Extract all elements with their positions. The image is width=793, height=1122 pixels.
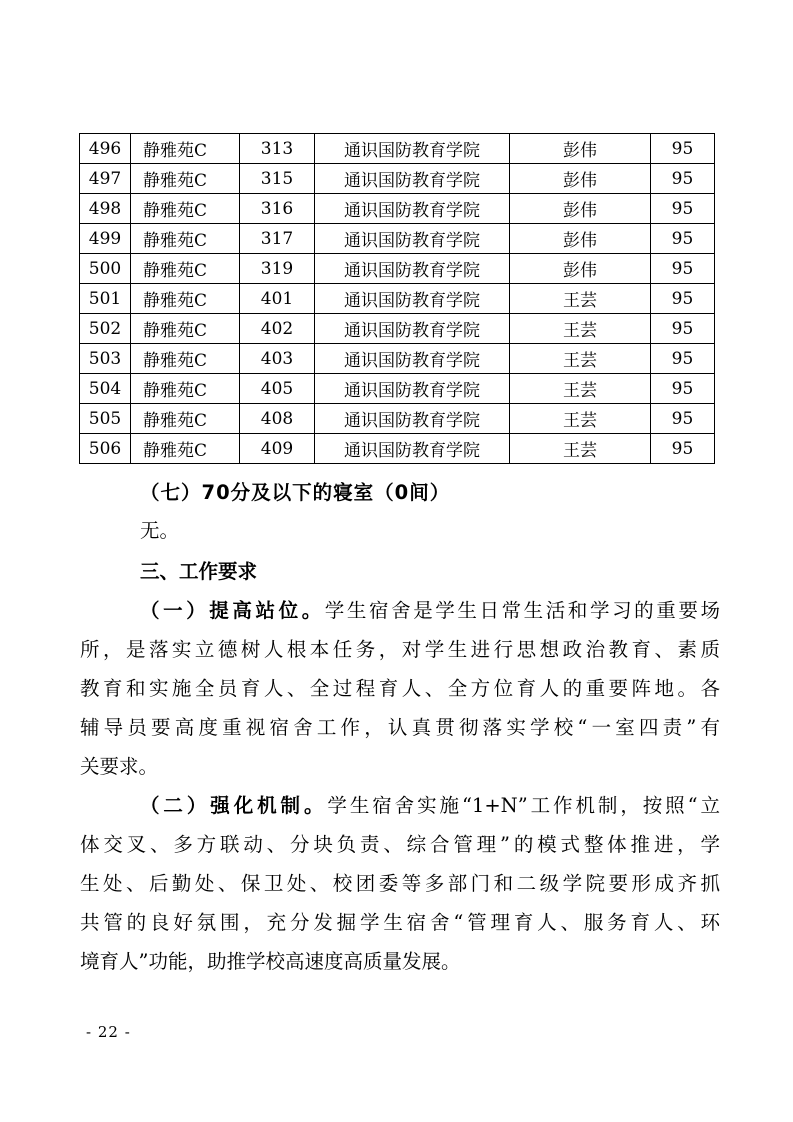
cell-building: 静雅苑C — [131, 314, 240, 344]
cell-building: 静雅苑C — [131, 434, 240, 464]
paragraph-2-line-1 — [140, 794, 720, 818]
cell-room: 408 — [240, 404, 315, 434]
cell-building: 静雅苑C — [131, 404, 240, 434]
table-row — [80, 344, 715, 374]
cell-counselor: 彭伟 — [510, 164, 651, 194]
cell-score: 95 — [651, 374, 715, 404]
paragraph-2-line-2: 体交叉、多方联动、分块负责、综合管理”的模式整体推进，学 — [80, 833, 720, 856]
cell-room: 316 — [240, 194, 315, 224]
table-row — [80, 404, 715, 434]
cell-score: 95 — [651, 254, 715, 284]
cell-college: 通识国防教育学院 — [315, 194, 510, 224]
paragraph-1-line-2: 所，是落实立德树人根本任务，对学生进行思想政治教育、素质 — [80, 638, 720, 661]
cell-college: 通识国防教育学院 — [315, 314, 510, 344]
cell-college: 通识国防教育学院 — [315, 134, 510, 164]
cell-building: 静雅苑C — [131, 224, 240, 254]
paragraph-1-line-3: 教育和实施全员育人、全过程育人、全方位育人的重要阵地。各 — [80, 677, 720, 700]
cell-room: 319 — [240, 254, 315, 284]
dorm-score-table — [79, 133, 715, 464]
cell-score: 95 — [651, 164, 715, 194]
cell-building: 静雅苑C — [131, 134, 240, 164]
cell-counselor: 王芸 — [510, 284, 651, 314]
cell-college: 通识国防教育学院 — [315, 434, 510, 464]
cell-college: 通识国防教育学院 — [315, 224, 510, 254]
cell-room: 317 — [240, 224, 315, 254]
cell-counselor: 王芸 — [510, 374, 651, 404]
cell-counselor: 彭伟 — [510, 224, 651, 254]
table-row — [80, 164, 715, 194]
paragraph-2-line-3: 生处、后勤处、保卫处、校团委等多部门和二级学院要形成齐抓 — [80, 872, 720, 895]
cell-number: 500 — [80, 254, 131, 284]
cell-number: 504 — [80, 374, 131, 404]
cell-counselor: 彭伟 — [510, 194, 651, 224]
cell-room: 403 — [240, 344, 315, 374]
table-row — [80, 194, 715, 224]
cell-building: 静雅苑C — [131, 194, 240, 224]
paragraph-2-line-4: 共管的良好氛围，充分发掘学生宿舍“管理育人、服务育人、环 — [80, 911, 720, 934]
cell-number: 502 — [80, 314, 131, 344]
cell-college: 通识国防教育学院 — [315, 344, 510, 374]
table-row — [80, 224, 715, 254]
cell-number: 506 — [80, 434, 131, 464]
cell-building: 静雅苑C — [131, 254, 240, 284]
cell-college: 通识国防教育学院 — [315, 374, 510, 404]
cell-counselor: 王芸 — [510, 434, 651, 464]
cell-score: 95 — [651, 134, 715, 164]
cell-counselor: 彭伟 — [510, 134, 651, 164]
cell-building: 静雅苑C — [131, 164, 240, 194]
cell-college: 通识国防教育学院 — [315, 164, 510, 194]
paragraph-1-line-1 — [140, 599, 720, 623]
cell-room: 402 — [240, 314, 315, 344]
paragraph-2-lead: （二）强化机制。 — [140, 794, 328, 817]
table-row — [80, 434, 715, 464]
cell-number: 496 — [80, 134, 131, 164]
dorm-table-body — [80, 134, 715, 464]
cell-room: 409 — [240, 434, 315, 464]
table-row — [80, 374, 715, 404]
cell-college: 通识国防教育学院 — [315, 254, 510, 284]
cell-number: 505 — [80, 404, 131, 434]
cell-score: 95 — [651, 224, 715, 254]
table-row — [80, 284, 715, 314]
paragraph-2-text: 学生宿舍实施“1+N”工作机制，按照“立 — [327, 794, 720, 817]
cell-number: 503 — [80, 344, 131, 374]
cell-score: 95 — [651, 314, 715, 344]
paragraph-1-line-5: 关要求。 — [80, 755, 159, 778]
cell-counselor: 王芸 — [510, 314, 651, 344]
section-7-title: （七）70分及以下的寝室（0间） — [140, 481, 451, 504]
paragraph-2-line-5: 境育人”功能，助推学校高速度高质量发展。 — [80, 950, 461, 973]
cell-room: 315 — [240, 164, 315, 194]
cell-score: 95 — [651, 194, 715, 224]
table-row — [80, 254, 715, 284]
cell-room: 401 — [240, 284, 315, 314]
cell-counselor: 王芸 — [510, 404, 651, 434]
cell-number: 497 — [80, 164, 131, 194]
cell-building: 静雅苑C — [131, 284, 240, 314]
section-3-heading: 三、工作要求 — [140, 560, 258, 583]
cell-counselor: 彭伟 — [510, 254, 651, 284]
paragraph-1-text: 学生宿舍是学生日常生活和学习的重要场 — [324, 599, 720, 622]
cell-building: 静雅苑C — [131, 374, 240, 404]
section-7-body: 无。 — [140, 519, 180, 542]
cell-counselor: 王芸 — [510, 344, 651, 374]
page-number: - 22 - — [86, 1023, 131, 1041]
cell-college: 通识国防教育学院 — [315, 284, 510, 314]
cell-room: 313 — [240, 134, 315, 164]
cell-score: 95 — [651, 404, 715, 434]
cell-college: 通识国防教育学院 — [315, 404, 510, 434]
cell-number: 499 — [80, 224, 131, 254]
cell-score: 95 — [651, 344, 715, 374]
cell-number: 498 — [80, 194, 131, 224]
cell-score: 95 — [651, 434, 715, 464]
cell-score: 95 — [651, 284, 715, 314]
table-row — [80, 314, 715, 344]
cell-number: 501 — [80, 284, 131, 314]
cell-building: 静雅苑C — [131, 344, 240, 374]
paragraph-1-lead: （一）提高站位。 — [140, 599, 325, 622]
cell-room: 405 — [240, 374, 315, 404]
table-row — [80, 134, 715, 164]
paragraph-1-line-4: 辅导员要高度重视宿舍工作，认真贯彻落实学校“一室四责”有 — [80, 716, 720, 739]
